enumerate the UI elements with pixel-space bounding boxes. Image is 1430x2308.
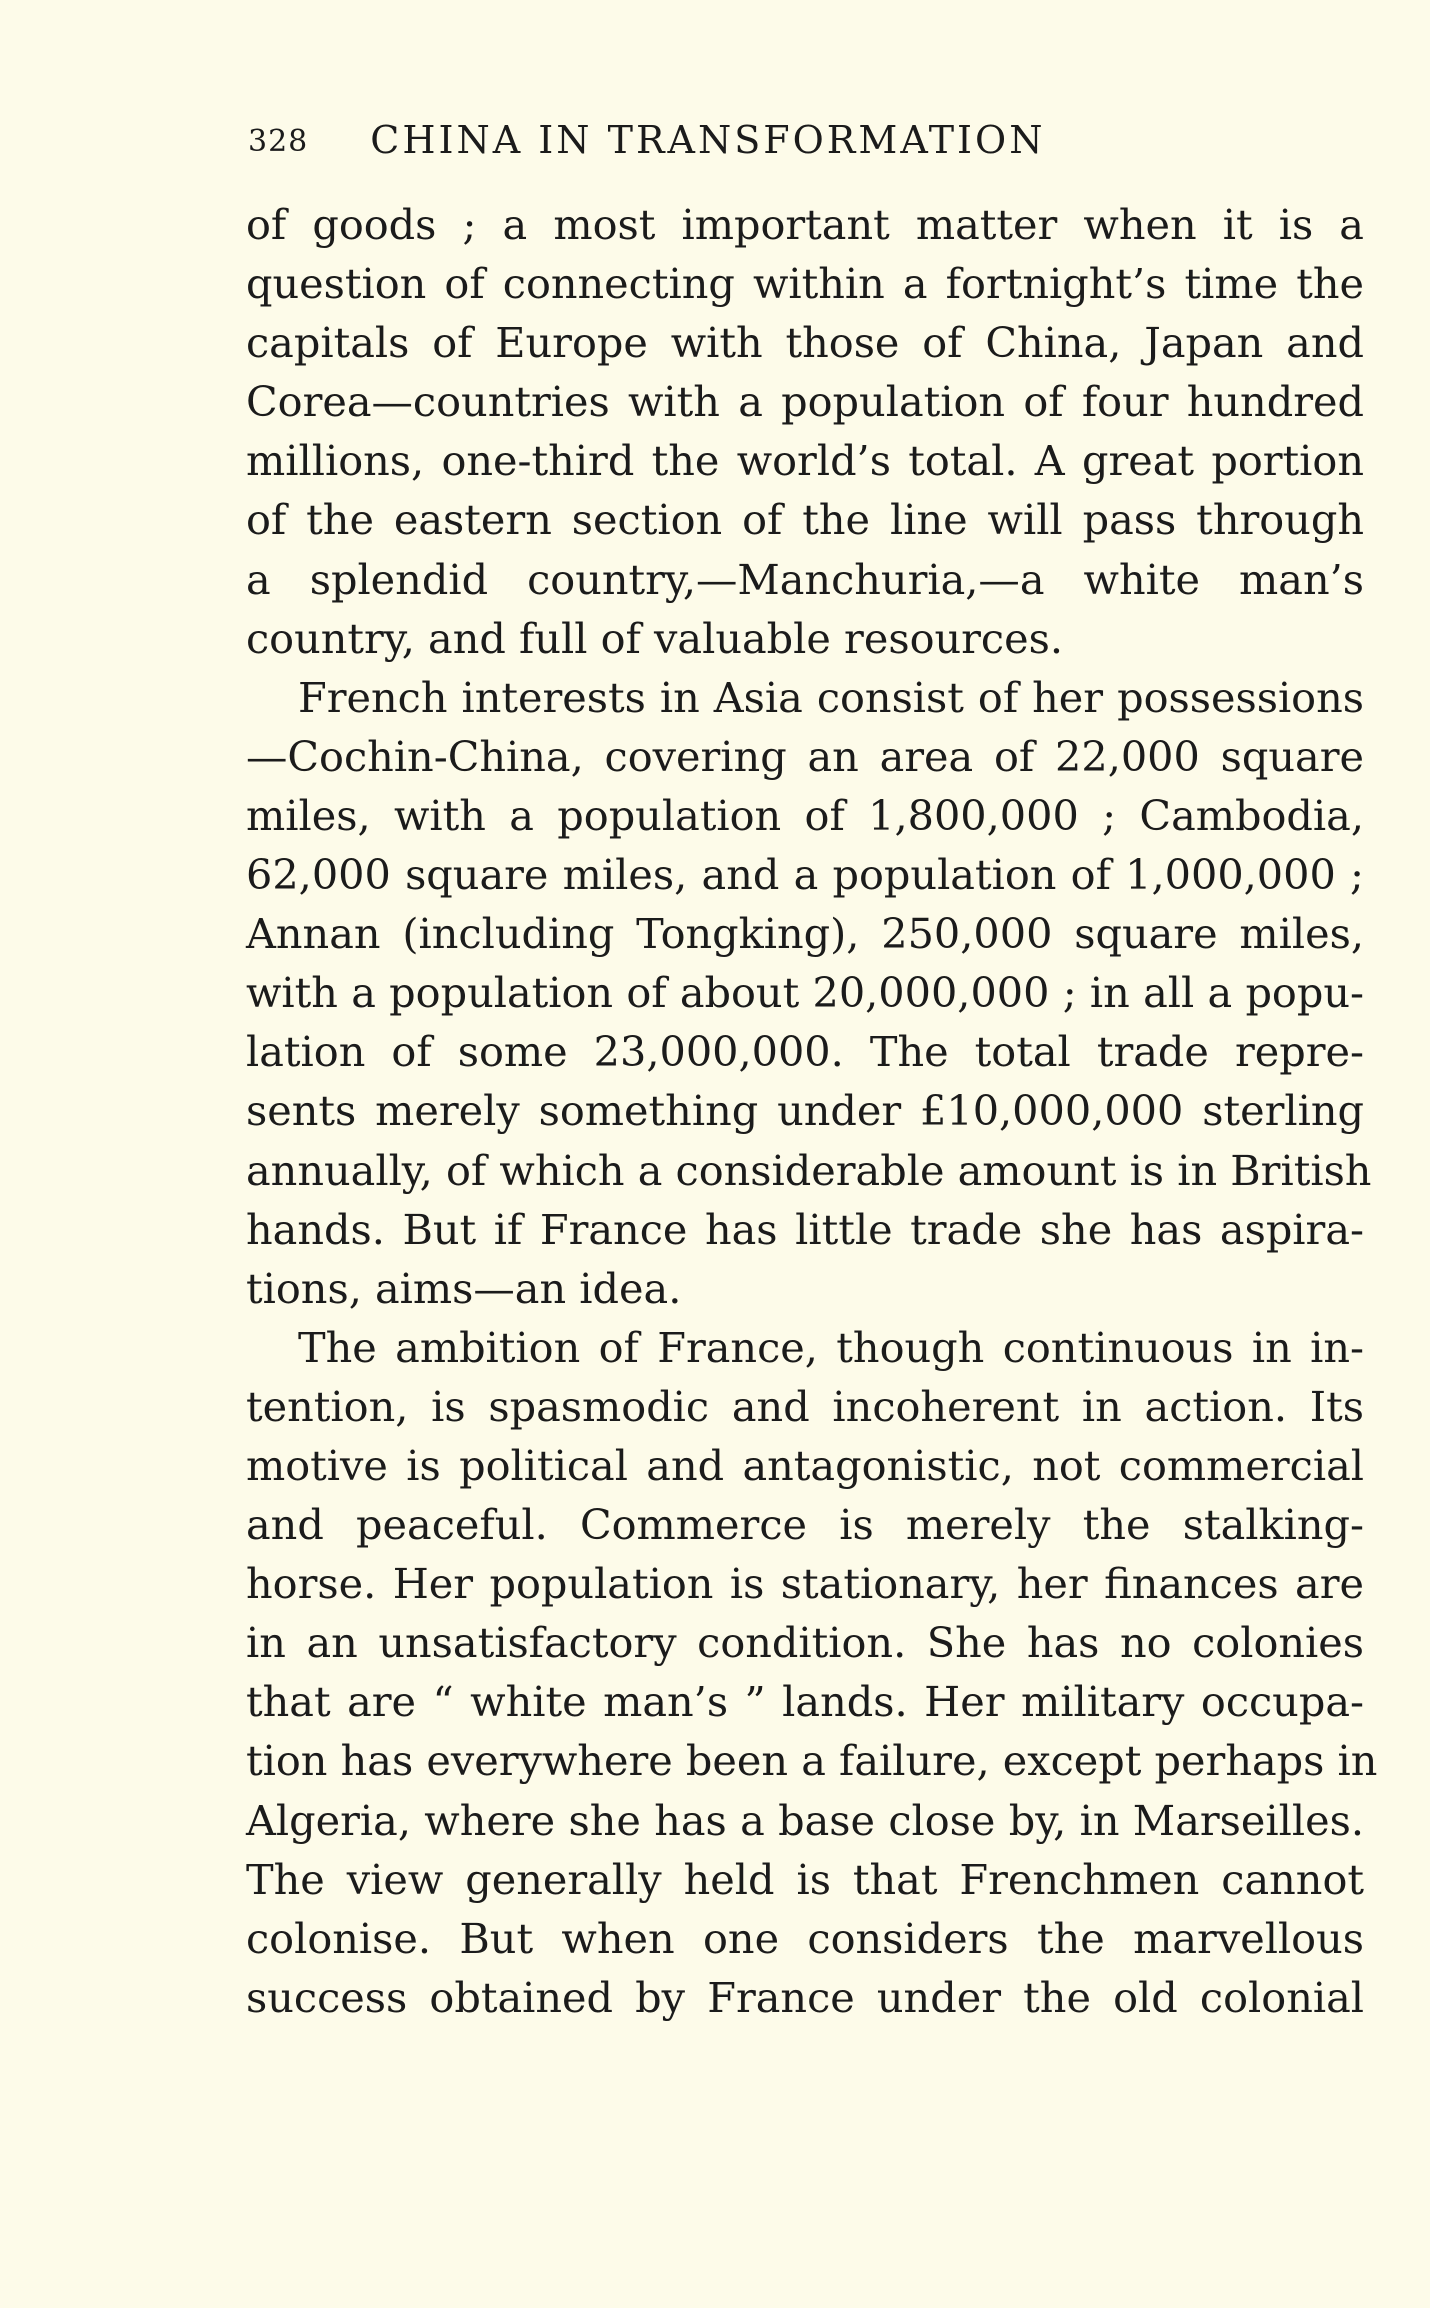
- page-number: 328: [248, 124, 309, 159]
- text-line: annually, of which a considerable amount is in British: [246, 1146, 1372, 1195]
- text-line: tention, is spasmodic and incoherent in action. Its: [246, 1382, 1364, 1431]
- text-line: millions, one-third the world’s total. A great portion: [246, 437, 1364, 486]
- text-line: sents merely something under £10,000,000 sterling: [246, 1087, 1364, 1136]
- text-line: tions, aims—an idea.: [246, 1264, 682, 1313]
- text-line: miles, with a population of 1,800,000 ; Cambodia,: [246, 791, 1364, 840]
- text-line: 62,000 square miles, and a population of 1,000,000 ;: [246, 851, 1364, 900]
- body-text: [246, 196, 1378, 2028]
- text-line: motive is political and antagonistic, not commercial: [246, 1441, 1364, 1490]
- text-line: —Cochin-China, covering an area of 22,000 square: [246, 732, 1364, 781]
- text-line: of the eastern section of the line will pass through: [246, 496, 1364, 545]
- text-line: capitals of Europe with those of China, Japan and: [246, 319, 1364, 368]
- text-line: of goods ; a most important matter when it is a: [246, 201, 1364, 249]
- running-head: [248, 118, 1360, 168]
- text-line: that are “ white man’s ” lands. Her military occupa-: [246, 1678, 1364, 1727]
- text-line: French interests in Asia consist of her possessions: [298, 673, 1364, 722]
- text-line: colonise. But when one considers the marvellous: [246, 1914, 1364, 1963]
- text-line: tion has everywhere been a failure, except perhaps in: [246, 1737, 1378, 1786]
- text-line: hands. But if France has little trade she has aspira-: [246, 1205, 1364, 1254]
- text-line: Corea—countries with a population of four hundred: [246, 378, 1364, 427]
- text-line: country, and full of valuable resources.: [246, 614, 1063, 663]
- text-line: question of connecting within a fortnight’s time the: [246, 260, 1364, 309]
- running-title: CHINA IN TRANSFORMATION: [370, 118, 1046, 162]
- text-line: lation of some 23,000,000. The total trade repre-: [246, 1028, 1364, 1077]
- text-line: success obtained by France under the old colonial: [246, 1973, 1364, 2022]
- text-line: Algeria, where she has a base close by, in Marseilles.: [246, 1796, 1364, 1845]
- text-line: and peaceful. Commerce is merely the stalking-: [246, 1501, 1364, 1550]
- text-line: with a population of about 20,000,000 ; in all a popu-: [246, 969, 1364, 1018]
- text-line: horse. Her population is stationary, her finances are: [246, 1560, 1364, 1609]
- text-line: a splendid country,—Manchuria,—a white man’s: [246, 555, 1364, 604]
- text-line: The view generally held is that Frenchmen cannot: [246, 1855, 1364, 1904]
- text-line: in an unsatisfactory condition. She has no colonies: [246, 1619, 1364, 1668]
- text-line: Annan (including Tongking), 250,000 square miles,: [246, 910, 1364, 959]
- text-line: The ambition of France, though continuous in in-: [298, 1323, 1364, 1372]
